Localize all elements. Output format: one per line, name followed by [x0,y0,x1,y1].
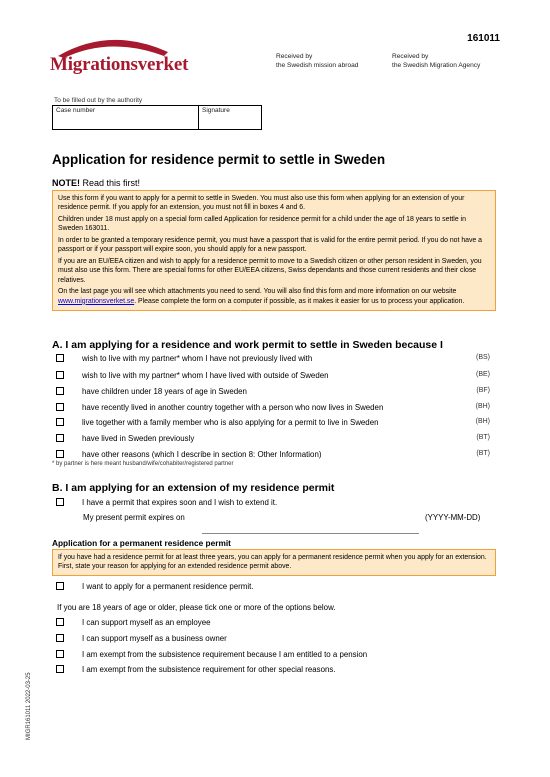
section-a-option[interactable] [56,434,494,445]
checkbox[interactable] [56,434,64,442]
section-a-option[interactable] [56,450,494,461]
option-code: (BT) [476,450,490,457]
option-code: (BE) [476,371,490,378]
option-label: I want to apply for a permanent residence permit. [82,582,254,591]
form-version-code: MIGR161011 2022-03-25 [26,672,32,740]
info-paragraph: Children under 18 must apply on a special form called Application for residence permit for a child under the age of 18 years to settle in Sweden 163011. [58,216,466,233]
age-note: If you are 18 years of age or older, please tick one or more of the options below. [57,603,336,612]
note-line [52,178,140,188]
received-agency-line2: the Swedish Migration Agency [392,62,481,69]
checkbox[interactable] [56,371,64,379]
info-paragraph: Use this form if you want to apply for a permit to settle in Sweden. You must also use this form when applying for an extension of your residence permit. If you apply for an extension, you must not fill in boxes 4 and 6. [58,195,465,212]
checkbox[interactable] [56,450,64,458]
permanent-option[interactable] [56,665,494,676]
checkbox[interactable] [56,582,64,590]
section-a-option[interactable] [56,387,494,398]
received-mission-line2: the Swedish mission abroad [276,62,359,69]
checkbox[interactable] [56,665,64,673]
info-last-after: . Please complete the form on a computer if possible, as it makes it easier for us to process your application. [134,297,465,305]
checkbox[interactable] [56,354,64,362]
option-code: (BH) [475,403,490,410]
checkbox[interactable] [56,498,64,506]
authority-box [52,105,262,130]
info-last-before: On the last page you will see which attachments you need to send. You will also find this form and more information on our website [58,288,457,296]
permanent-info-text: If you have had a residence permit for at least three years, you can apply for a permanent residence permit when you apply for an extension. First, state your reason for applying for an extended residence permit above. [58,554,487,571]
checkbox[interactable] [56,634,64,642]
option-label: have recently lived in another country together with a person who now lives in Sweden [82,403,384,412]
checkbox[interactable] [56,618,64,626]
received-agency-line1: Received by [392,53,429,60]
section-b-heading: B. I am applying for an extension of my residence permit [52,482,335,494]
option-label: I am exempt from the subsistence requirement because I am entitled to a pension [82,650,368,659]
option-label: wish to live with my partner* whom I have lived with outside of Sweden [82,371,329,380]
partner-footnote: * by partner is here meant husband/wife/cohabiter/registered partner [52,461,234,467]
option-code: (BF) [476,387,490,394]
extension-option[interactable] [56,498,494,509]
permanent-option[interactable] [56,618,494,629]
section-a-heading: A. I am applying for a residence and work permit to settle in Sweden because I [52,339,443,351]
expires-label: My present permit expires on [83,513,185,522]
case-number-field [53,106,199,129]
logo-text: Migrationsverket [50,54,189,75]
permanent-heading: Application for a permanent residence permit [52,538,231,548]
option-label: I have a permit that expires soon and I wish to extend it. [82,498,278,507]
checkbox[interactable] [56,387,64,395]
permanent-info-box [52,549,496,576]
form-number: 161011 [467,33,500,44]
option-label: I am exempt from the subsistence requirement for other special reasons. [82,665,336,674]
case-number-label: Case number [56,107,96,114]
section-a-option[interactable] [56,418,494,429]
option-code: (BS) [476,354,490,361]
info-paragraph: If you are an EU/EEA citizen and wish to apply for a residence permit to move to a Swedish citizen or other person resident in Sweden, you must also use this form. There are special forms for other EU/EEA citizens, Swiss dependants and those current residents and their close relatives. [58,258,482,284]
permanent-option[interactable] [56,634,494,645]
option-label: have lived in Sweden previously [82,434,195,443]
expiry-date-input[interactable] [202,523,419,534]
option-label: I can support myself as an employee [82,618,211,627]
signature-label: Signature [202,107,230,114]
checkbox[interactable] [56,403,64,411]
info-box [52,190,496,311]
option-code: (BT) [476,434,490,441]
checkbox[interactable] [56,650,64,658]
website-link[interactable]: www.migrationsverket.se [58,297,135,305]
authority-label: To be filled out by the authority [54,97,143,104]
section-a-option[interactable] [56,403,494,414]
permanent-option[interactable] [56,650,494,661]
section-a-option[interactable] [56,354,494,365]
received-mission-line1: Received by [276,53,313,60]
option-label: have children under 18 years of age in Sweden [82,387,247,396]
checkbox[interactable] [56,418,64,426]
option-code: (BH) [475,418,490,425]
note-text: Read this first! [80,178,141,188]
signature-field [199,106,233,129]
received-agency [392,52,480,70]
option-label: have other reasons (which I describe in section 8: Other Information) [82,450,322,459]
info-paragraph-last [58,287,490,306]
permanent-apply-option[interactable] [56,582,494,593]
option-label: wish to live with my partner* whom I have not previously lived with [82,354,313,363]
note-bold: NOTE! [52,178,80,188]
page-title: Application for residence permit to settle in Sweden [52,152,386,167]
info-paragraph: In order to be granted a temporary residence permit, you must have a passport that is valid for the entire permit period. If you do not have a passport or if your passport will expire soon, you should apply for a new passport. [58,237,483,254]
option-label: live together with a family member who is also applying for a permit to live in Sweden [82,418,379,427]
option-label: I can support myself as a business owner [82,634,227,643]
received-mission [276,52,358,70]
section-a-option[interactable] [56,371,494,382]
date-format-hint: (YYYY-MM-DD) [425,513,481,522]
migrationsverket-logo [50,32,200,80]
